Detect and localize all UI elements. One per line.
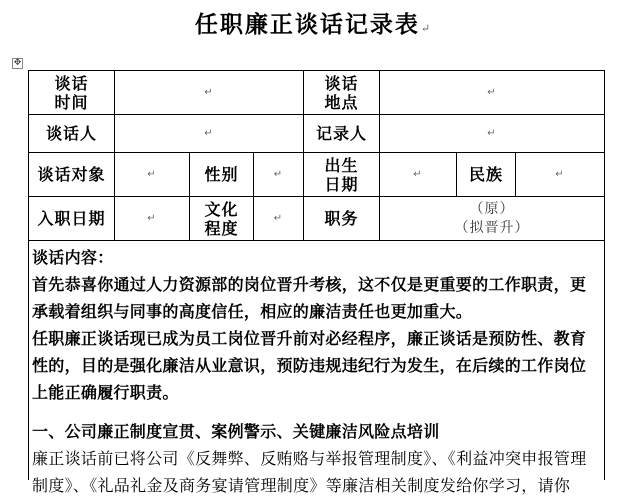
education-label: 文化 程度 [204,199,239,238]
talk-time-label: 谈话 时间 [54,73,89,112]
talker-value[interactable]: ↵ [204,128,214,139]
recorder-value[interactable]: ↵ [487,128,497,139]
title-text: 任职廉正谈话记录表 [194,11,420,38]
document-title [0,6,627,39]
gender-value[interactable]: ↵ [273,169,284,180]
section-heading-1: 一、公司廉正制度宣贯、案例警示、关键廉洁风险点培训 [32,422,440,441]
table-move-handle-icon[interactable]: ✥ [13,58,22,68]
position-value[interactable] [380,197,604,240]
hire-date-label: 入职日期 [37,209,106,228]
talker-label: 谈话人 [45,124,97,143]
ethnic-value[interactable]: ↵ [555,169,565,180]
hire-date-value[interactable]: ↵ [147,213,157,224]
gender-label: 性别 [204,165,239,184]
paragraph-mark-icon: ↵ [420,22,433,35]
target-label: 谈话对象 [37,165,106,184]
position-label: 职务 [324,209,359,228]
content-paragraph-2: 任职廉正谈话现已成为员工岗位晋升前对必经程序，廉正谈话是预防性、教育性的，目的是强化廉洁从业意识，预防违规违纪行为发生，在后续的工作岗位上能正确履行职责。 [32,329,587,402]
talk-place-value[interactable]: ↵ [487,87,497,98]
content-label: 谈话内容： [32,248,114,267]
talk-content-section[interactable] [32,244,602,499]
content-paragraph-3: 廉正谈话前已将公司《反舞弊、反贿赂与举报管理制度》、《利益冲突申报管理制度》、《礼品礼金及商务宴请管理制度》等廉洁相关制度发给你学习，请你 [32,449,587,495]
recorder-label: 记录人 [315,124,367,143]
content-paragraph-1: 首先恭喜你通过人力资源部的岗位晋升考核，这不仅是更重要的工作职责，更承载着组织与同事的高度信任，相应的廉洁责任也更加重大。 [32,275,587,321]
target-value[interactable]: ↵ [147,169,157,180]
talk-time-value[interactable]: ↵ [204,87,214,98]
education-value[interactable]: ↵ [273,213,284,224]
birth-date-label: 出生 日期 [324,155,359,194]
position-proposed: （拟晋升） [454,219,530,236]
birth-date-value[interactable]: ↵ [413,169,423,180]
talk-place-label: 谈话 地点 [324,73,359,112]
position-original: （原） [469,200,515,217]
ethnic-label: 民族 [468,165,503,184]
